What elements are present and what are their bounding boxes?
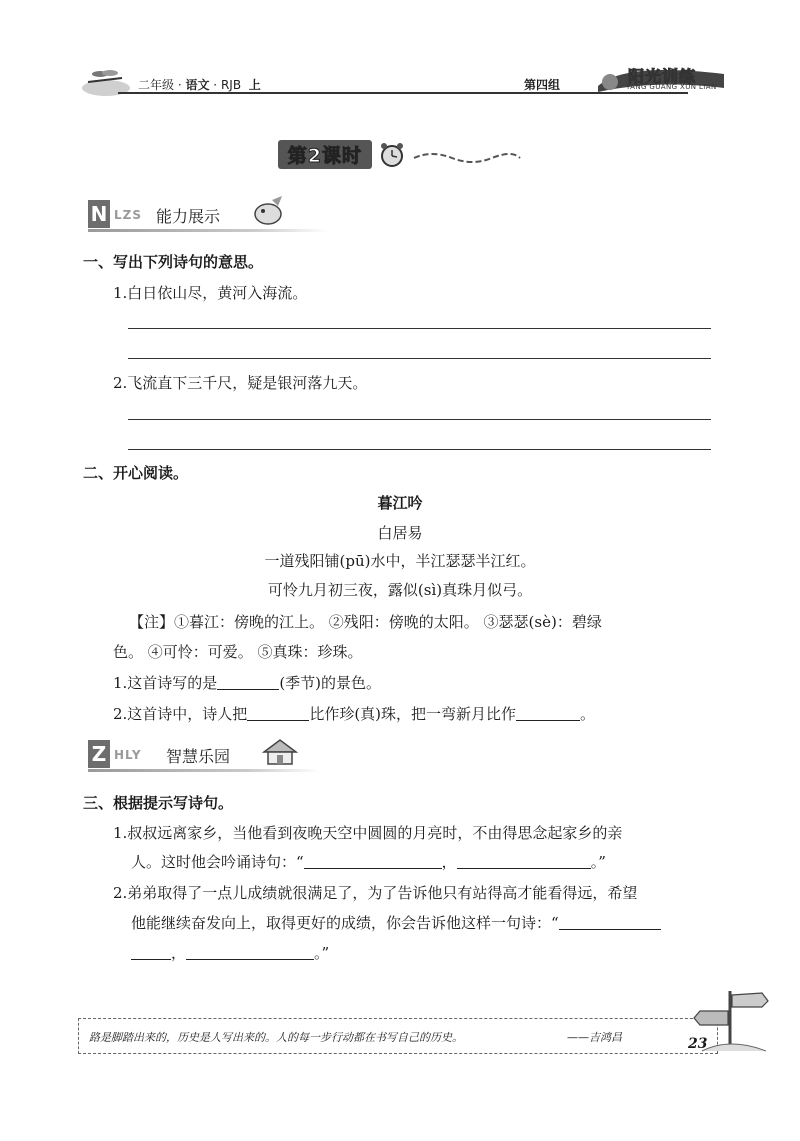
answer-blank[interactable] (247, 704, 309, 721)
poem-notes-line-1: 【注】①暮江：傍晚的江上。 ②残阳：傍晚的太阳。 ③瑟瑟(sè)：碧绿 (129, 613, 602, 631)
lesson-title-block (0, 140, 800, 169)
answer-line[interactable] (128, 419, 711, 420)
banner-underline (88, 229, 328, 232)
q2-item1-suffix: (季节)的景色。 (279, 674, 382, 692)
brand-logo (596, 64, 728, 96)
header-grade: 二年级 (138, 78, 175, 92)
q3-item1-line1: 1.叔叔远离家乡，当他看到夜晚天空中圆圆的月亮时，不由得思念起家乡的亲 (113, 824, 623, 842)
poem-line-1: 一道残阳铺(pū)水中，半江瑟瑟半江红。 (264, 552, 536, 570)
q1-heading: 一、写出下列诗句的意思。 (83, 253, 264, 271)
q3-item2-line2 (131, 912, 661, 933)
comma: ， (441, 853, 457, 871)
cartoon-house-icon (260, 736, 300, 768)
dragonfly-logo-icon (78, 68, 134, 98)
q1-item2: 2.飞流直下三千尺，疑是银河落九天。 (113, 374, 368, 392)
banner-letter: N (88, 200, 110, 228)
cartoon-bird-icon (248, 194, 288, 228)
answer-blank[interactable] (304, 852, 442, 869)
q2-item1 (113, 672, 381, 693)
poem-title: 暮江吟 (377, 494, 423, 512)
header-group: 第四组 (524, 78, 561, 92)
header-volume: 上 (248, 78, 261, 92)
banner-title: 能力展示 (156, 207, 221, 226)
brand-pinyin: YANG GUANG XUN LIAN (626, 83, 717, 91)
section-banner-ability (88, 200, 328, 230)
header-edition: RJB (220, 78, 242, 92)
q2-heading: 二、开心阅读。 (83, 464, 189, 482)
banner-letter: Z (88, 740, 110, 768)
banner-code: HLY (114, 748, 142, 762)
q3-item2-line3 (131, 942, 329, 963)
lesson-title: 第2课时 (278, 140, 372, 169)
answer-blank[interactable] (516, 704, 580, 721)
answer-line[interactable] (128, 358, 711, 359)
poem-line-2: 可怜九月初三夜，露似(sì)真珠月似弓。 (267, 581, 533, 599)
q3-heading: 三、根据提示写诗句。 (83, 794, 234, 812)
answer-line[interactable] (128, 449, 711, 450)
page-number: 23 (688, 1036, 708, 1052)
comma: ， (171, 944, 187, 962)
answer-blank[interactable] (559, 913, 661, 930)
q2-item2-suffix: 。 (580, 705, 596, 723)
footer-quote-box (78, 1018, 718, 1054)
answer-blank[interactable] (131, 943, 171, 960)
answer-blank[interactable] (186, 943, 314, 960)
footer-author: ——吉鸿昌 (567, 1031, 622, 1044)
q3-item1-prompt: 人。这时他会吟诵诗句：“ (131, 853, 304, 871)
answer-blank[interactable] (217, 673, 279, 690)
page-header (78, 67, 718, 102)
q2-item2-text: 2.这首诗中，诗人把 (113, 705, 248, 723)
closing-quote: 。” (590, 853, 606, 871)
q2-item2-middle: 比作珍(真)珠，把一弯新月比作 (309, 705, 517, 723)
closing-quote: 。” (314, 944, 330, 962)
q2-item2 (113, 703, 595, 724)
q3-item2-line1: 2.弟弟取得了一点儿成绩就很满足了，为了告诉他只有站得高才能看得远，希望 (113, 884, 638, 902)
q1-item1: 1.白日依山尽，黄河入海流。 (113, 284, 308, 302)
banner-underline (88, 769, 320, 772)
header-course-info: 二年级 · 语文 · RJB 上 (138, 78, 261, 92)
footer-quote: 路是脚踏出来的，历史是人写出来的。人的每一步行动都在书写自己的历史。 (89, 1031, 463, 1044)
poem-author: 白居易 (377, 524, 423, 542)
brand-name: 阳光训练 (628, 67, 697, 86)
answer-line[interactable] (128, 328, 711, 329)
q3-item1-line2 (131, 851, 606, 872)
q3-item2-prompt: 他能继续奋发向上，取得更好的成绩，你会告诉他这样一句诗：“ (131, 914, 559, 932)
banner-code: LZS (114, 208, 142, 222)
banner-title: 智慧乐园 (166, 747, 231, 766)
q2-item1-text: 1.这首诗写的是 (113, 674, 218, 692)
alarm-clock-icon (377, 141, 407, 169)
section-banner-wisdom (88, 740, 320, 770)
decorative-swirl-icon (412, 150, 522, 164)
poem-notes-line-2: 色。 ④可怜：可爱。 ⑤真珠：珍珠。 (113, 643, 363, 661)
answer-blank[interactable] (457, 852, 591, 869)
header-subject: 语文 (185, 78, 210, 92)
